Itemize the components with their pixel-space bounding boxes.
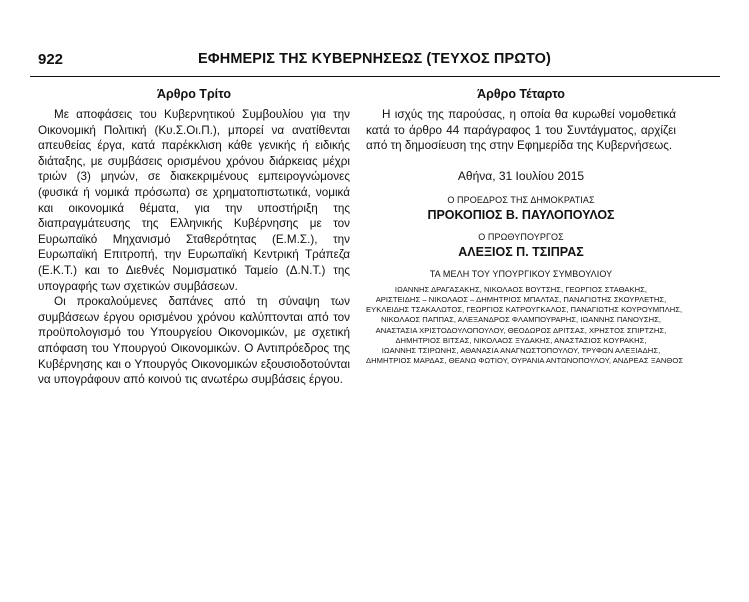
article-three-paragraph-1: Με αποφάσεις του Κυβερνητικού Συμβουλίου για την Οικονομική Πολιτική (Κυ.Σ.Οι.Π.), μπορεί να ανατίθενται απευθείας έργα, κατά παρέκκλιση κάθε γενικής ή ειδικής διάταξης, με συμβάσεις ορισμένου χρόνου διάρκειας μέχρι τριών (3) μηνών, σε διακεκριμένους εμπειρογνώμονες (φυσικά ή νομικά πρόσωπα) σε χρηματοπιστωτικά, νομικά και οικονομικά θέματα, για την υποστήριξη της διαπραγμάτευσης της Ελληνικής Κυβέρνησης με τον Ευρωπαϊκό Μηχανισμό Σταθερότητας (Ε.Μ.Σ.), την Ευρωπαϊκή Επιτροπή, την Ευρωπαϊκή Κεντρική Τράπεζα (Ε.Κ.Τ.) και το Διεθνές Νομισματικό Ταμείο (Δ.Ν.Τ.) της υπογραφής των σχετικών συμβάσεων.	[38, 108, 350, 293]
date-line: Αθήνα, 31 Ιουλίου 2015	[457, 168, 585, 183]
president-name: ΠΡΟΚΟΠΙΟΣ Β. ΠΑΥΛΟΠΟΥΛΟΣ	[427, 207, 615, 222]
members-line: ΙΩΑΝΝΗΣ ΔΡΑΓΑΣΑΚΗΣ, ΝΙΚΟΛΑΟΣ ΒΟΥΤΣΗΣ, ΓΕΩΡΓΙΟΣ ΣΤΑΘΑΚΗΣ,	[394, 284, 648, 294]
article-three-paragraph-2: Οι προκαλούμενες δαπάνες από τη σύναψη των συμβάσεων έργου ορισμένου χρόνου καλύπτονται από τον προϋπολογισμό του Υπουργείου Οικονομικών, με σχετική απόφαση του Υπουργού Οικονομικών. Ο Αντιπρόεδρος της Κυβέρνησης και ο Υπουργός Οικονομικών εξουσιοδοτούνται να υπογράφουν από κοινού τις ανωτέρω συμβάσεις έργου.	[38, 295, 350, 387]
header-rule	[30, 76, 720, 77]
article-four-title: Άρθρο Τέταρτο	[477, 87, 565, 101]
members-line: ΑΡΙΣΤΕΙΔΗΣ – ΝΙΚΟΛΑΟΣ – ΔΗΜΗΤΡΙΟΣ ΜΠΑΛΤΑΣ, ΠΑΝΑΓΙΩΤΗΣ ΣΚΟΥΡΛΕΤΗΣ,	[375, 294, 667, 304]
members-line: ΕΥΚΛΕΙΔΗΣ ΤΣΑΚΑΛΩΤΟΣ, ΓΕΩΡΓΙΟΣ ΚΑΤΡΟΥΓΚΑΛΟΣ, ΠΑΝΑΓΙΩΤΗΣ ΚΟΥΡΟΥΜΠΛΗΣ,	[366, 305, 683, 315]
pm-role: Ο ΠΡΩΘΥΠΟΥΡΓΟΣ	[478, 231, 564, 242]
right-column	[366, 86, 684, 366]
article-three-title: Άρθρο Τρίτο	[156, 87, 232, 101]
members-line: ΙΩΑΝΝΗΣ ΤΣΙΡΩΝΗΣ, ΑΘΑΝΑΣΙΑ ΑΝΑΓΝΩΣΤΟΠΟΥΛΟΥ, ΤΡΥΦΩΝ ΑΛΕΞΙΑΔΗΣ,	[381, 346, 661, 355]
left-column	[38, 86, 350, 388]
members-line: ΑΝΑΣΤΑΣΙΑ ΧΡΙΣΤΟΔΟΥΛΟΠΟΥΛΟΥ, ΘΕΟΔΩΡΟΣ ΔΡΙΤΣΑΣ, ΧΡΗΣΤΟΣ ΣΠΙΡΤΖΗΣ,	[375, 325, 667, 335]
page-header	[30, 51, 720, 73]
members-line: ΔΗΜΗΤΡΙΟΣ ΜΑΡΔΑΣ, ΘΕΑΝΩ ΦΩΤΙΟΥ, ΟΥΡΑΝΙΑ ΑΝΤΩΝΟΠΟΥΛΟΥ, ΑΝΔΡΕΑΣ ΞΑΝΘΟΣ	[366, 356, 684, 366]
pm-name: ΑΛΕΞΙΟΣ Π. ΤΣΙΠΡΑΣ	[458, 244, 584, 259]
council-role: ΤΑ ΜΕΛΗ ΤΟΥ ΥΠΟΥΡΓΙΚΟΥ ΣΥΜΒΟΥΛΙΟΥ	[429, 268, 613, 279]
article-four-paragraph: Η ισχύς της παρούσας, η οποία θα κυρωθεί νομοθετικά κατά το άρθρο 44 παράγραφος 1 του Συντάγματος, αρχίζει από τη δημοσίευση της στην Εφημερίδα της Κυβερνήσεως.	[366, 108, 676, 153]
gazette-title: ΕΦΗΜΕΡΙΣ ΤΗΣ ΚΥΒΕΡΝΗΣΕΩΣ (ΤΕΥΧΟΣ ΠΡΩΤΟ)	[198, 51, 551, 67]
president-role: Ο ΠΡΟΕΔΡΟΣ ΤΗΣ ΔΗΜΟΚΡΑΤΙΑΣ	[447, 194, 595, 205]
page-number: 922	[38, 51, 64, 68]
council-members	[366, 284, 684, 367]
members-line: ΝΙΚΟΛΑΟΣ ΠΑΠΠΑΣ, ΑΛΕΞΑΝΔΡΟΣ ΦΛΑΜΠΟΥΡΑΡΗΣ, ΙΩΑΝΝΗΣ ΠΑΝΟΥΣΗΣ,	[380, 315, 662, 325]
members-line: ΔΗΜΗΤΡΙΟΣ ΒΙΤΣΑΣ, ΝΙΚΟΛΑΟΣ ΞΥΔΑΚΗΣ, ΑΝΑΣΤΑΣΙΟΣ ΚΟΥΡΑΚΗΣ,	[395, 335, 647, 345]
